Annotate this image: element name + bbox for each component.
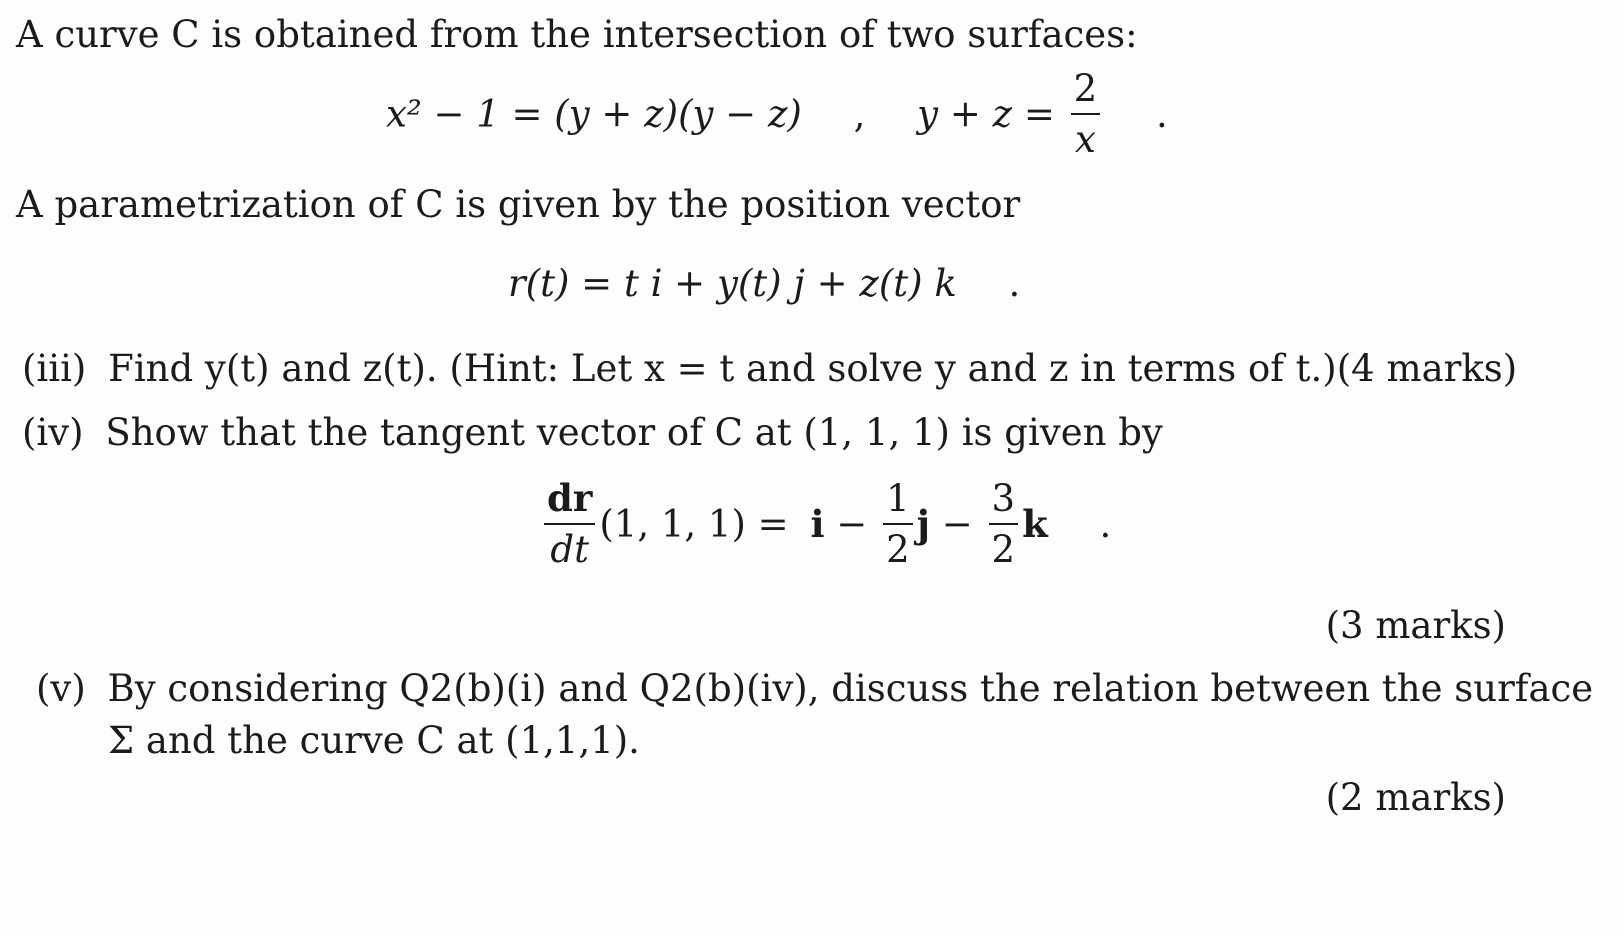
unit-vector-j: j	[916, 502, 930, 546]
surface-equation-1: x² − 1 = (y + z)(y − z)	[386, 92, 802, 136]
question-label: (v)	[36, 667, 86, 710]
surface-equations	[386, 67, 1168, 161]
surface-equation-2-lhs: y + z =	[917, 92, 1055, 136]
tangent-vector-equation	[540, 476, 1112, 571]
fraction-denominator: x	[1074, 118, 1096, 161]
equation-separator: ,	[853, 92, 866, 136]
fraction-two-over-x	[1071, 67, 1101, 161]
question-iv	[22, 411, 1163, 454]
unit-vector-i: i	[810, 502, 825, 546]
question-label: (iii)	[22, 347, 87, 390]
fraction-bar	[1071, 113, 1101, 115]
equation-period: .	[1008, 262, 1021, 305]
derivative-numerator: dr	[547, 476, 593, 520]
question-iii	[22, 347, 1518, 390]
question-text-line-1: By considering Q2(b)(i) and Q2(b)(iv), discuss the relation between the surface	[107, 667, 1594, 710]
fraction-bar	[989, 523, 1019, 525]
position-vector: r(t) = t i + y(t) j + z(t) k	[508, 262, 957, 305]
question-label: (iv)	[22, 411, 84, 454]
question-text: Find y(t) and z(t). (Hint: Let x = t and solve y and z in terms of t.)(4 marks)	[108, 347, 1518, 390]
fraction-numerator: 1	[886, 477, 910, 520]
marks-v: (2 marks)	[1325, 776, 1506, 819]
equation-period: .	[1155, 92, 1168, 136]
question-v-continued: Σ and the curve C at (1,1,1).	[108, 719, 640, 762]
minus-sign: −	[836, 502, 868, 546]
fraction-denominator: 2	[991, 528, 1016, 571]
fraction-bar	[883, 523, 913, 525]
parametrization-text: A parametrization of C is given by the position vector	[16, 183, 1021, 226]
fraction-three-halves	[989, 477, 1019, 571]
intro-text: A curve C is obtained from the intersection of two surfaces:	[16, 13, 1138, 56]
question-v	[36, 667, 1594, 710]
marks-iv: (3 marks)	[1325, 604, 1506, 647]
minus-sign: −	[941, 502, 973, 546]
derivative-denominator: dt	[550, 528, 589, 571]
position-vector-equation	[508, 262, 1020, 305]
evaluation-point: (1, 1, 1) =	[599, 502, 789, 546]
fraction-numerator: 3	[991, 477, 1016, 520]
fraction-denominator: 2	[886, 528, 910, 571]
fraction-numerator: 2	[1073, 67, 1098, 110]
fraction-one-half	[883, 477, 913, 571]
question-text: Show that the tangent vector of C at (1, 1, 1) is given by	[105, 411, 1163, 454]
unit-vector-k: k	[1022, 502, 1048, 546]
derivative-fraction	[544, 476, 595, 571]
equation-period: .	[1099, 502, 1112, 546]
fraction-bar	[544, 523, 595, 525]
